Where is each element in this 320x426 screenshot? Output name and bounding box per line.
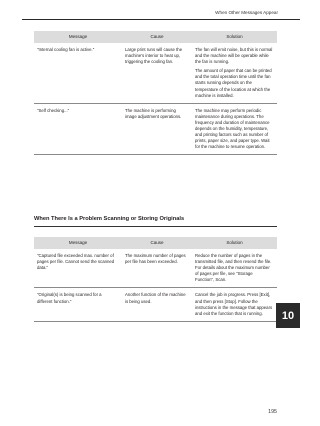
column-header-solution: Solution bbox=[192, 31, 277, 43]
solution-paragraph: Reduce the number of pages in the transmitted file, and then resend the file. For details about the maximum number of pages per file, see "Storage Function", Scan. bbox=[195, 253, 272, 283]
running-header: When Other Messages Appear bbox=[215, 10, 278, 15]
message-cell: "Internal cooling fan is active." bbox=[34, 43, 122, 103]
column-header-cause: Cause bbox=[122, 31, 192, 43]
solution-paragraph: The amount of paper that can be printed and the total operation time until the fan starts running depends on the temperature of the location at which the machine is installed. bbox=[195, 68, 272, 98]
column-header-cause: Cause bbox=[122, 237, 192, 249]
table-row bbox=[34, 103, 277, 155]
cause-cell: The machine is performing image adjustment operations. bbox=[122, 103, 192, 155]
cause-cell: Large print runs will cause the machine's interior to heat up, triggering the cooling fan. bbox=[122, 43, 192, 103]
table-header-row bbox=[34, 31, 277, 43]
solution-paragraph: The machine may perform periodic maintenance during operations. The frequency and duration of maintenance depends on the humidity, temperature, and printing factors such as number of prints, paper size, and paper type. Wait for the machine to resume operation. bbox=[195, 107, 270, 150]
solution-cell bbox=[192, 288, 277, 321]
solution-paragraph: The fan will emit noise, but this is normal and the machine will be operable while the fan is running. bbox=[195, 47, 273, 65]
cause-cell: The maximum number of pages per file has been exceeded. bbox=[122, 249, 192, 288]
messages-table-1 bbox=[34, 31, 277, 155]
table-row bbox=[34, 288, 277, 321]
page-number: 195 bbox=[268, 409, 277, 415]
section-heading: When There Is a Problem Scanning or Storing Originals bbox=[34, 216, 185, 222]
table-row bbox=[34, 249, 277, 288]
column-header-solution: Solution bbox=[192, 237, 277, 249]
chapter-tab: 10 bbox=[276, 303, 300, 328]
solution-cell bbox=[192, 103, 277, 155]
column-header-message: Message bbox=[34, 31, 122, 43]
message-cell: "Captured file exceeded max. number of pages per file. Cannot send the scanned data." bbox=[34, 249, 122, 288]
column-header-message: Message bbox=[34, 237, 122, 249]
cause-cell: Another function of the machine is being used. bbox=[122, 288, 192, 321]
table-header-row bbox=[34, 237, 277, 249]
message-cell: "Self checking..." bbox=[34, 103, 122, 155]
section-rule bbox=[34, 226, 277, 227]
solution-cell bbox=[192, 249, 277, 288]
solution-paragraph: Cancel the job in progress. Press [Exit], and then press [Stop]. Follow the instructions in the message that appears and exit the function that is running. bbox=[195, 292, 273, 316]
table-row bbox=[34, 43, 277, 103]
solution-cell bbox=[192, 43, 277, 103]
message-cell: "Original(s) is being scanned for a different function." bbox=[34, 288, 122, 321]
header-rule bbox=[22, 19, 300, 20]
messages-table-2 bbox=[34, 237, 277, 322]
